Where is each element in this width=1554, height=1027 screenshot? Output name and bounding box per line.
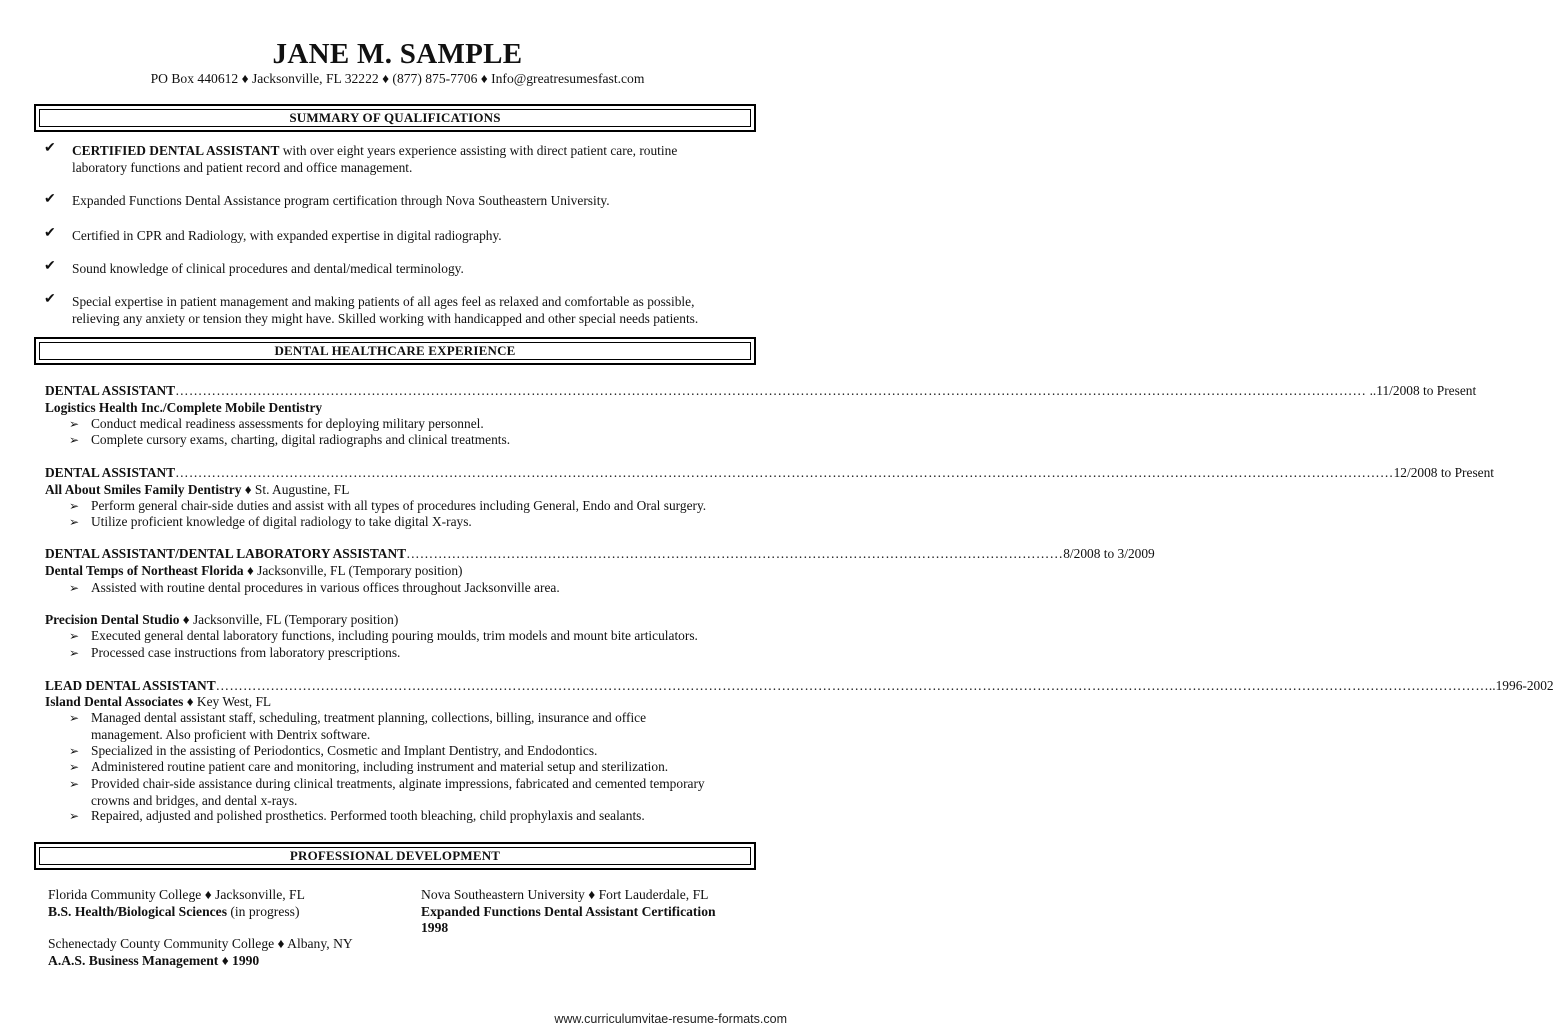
job-title-line: DENTAL ASSISTANT/DENTAL LABORATORY ASSISTANT………………………………………………………………………………………………………………………………8/2008 to 3/2009 (45, 546, 1155, 561)
qualification-item: Sound knowledge of clinical procedures and dental/medical terminology. (72, 261, 464, 276)
job-bullet: Complete cursory exams, charting, digital radiographs and clinical treatments. (91, 432, 511, 447)
check-mark-icon: ✔ (44, 141, 56, 156)
job-bullet: Managed dental assistant staff, scheduling, treatment planning, collections, billing, insurance and office management. Also proficient with Dentrix software. (91, 710, 647, 742)
job-bullet: Utilize proficient knowledge of digital radiology to take digital X-rays. (91, 514, 472, 529)
education-entry: Nova Southeastern University ♦ Fort Lauderdale, FL Expanded Functions Dental Assistant Certification 1998 (421, 887, 716, 935)
arrow-bullet-icon: ➢ (69, 809, 80, 823)
qualification-item: Special expertise in patient management and making patients of all ages feel as relaxed and comfortable as possible, relieving any anxiety or tension they might have. Skilled working with handicapped and other special needs patients. (72, 294, 699, 326)
job-bullet: Repaired, adjusted and polished prosthetics. Performed tooth bleaching, child prophylaxis and sealants. (91, 808, 645, 823)
footer-url: www.curriculumvitae-resume-formats.com (554, 1012, 787, 1026)
job-company: Precision Dental Studio ♦ Jacksonville, FL (Temporary position) (45, 612, 399, 627)
arrow-bullet-icon: ➢ (69, 515, 80, 529)
job-bullet: Provided chair-side assistance during clinical treatments, alginate impressions, fabricated and cemented temporary crowns and bridges, and dental x-rays. (91, 776, 705, 808)
job-title-line: DENTAL ASSISTANT……………………………………………………………………………………………………………………………………………………………………………………………………………………………………………12/2008 to Present (45, 465, 1495, 480)
arrow-bullet-icon: ➢ (69, 417, 80, 431)
job-bullet: Administered routine patient care and monitoring, including instrument and material setup and sterilization. (91, 759, 669, 774)
arrow-bullet-icon: ➢ (69, 744, 80, 758)
arrow-bullet-icon: ➢ (69, 433, 80, 447)
job-title-line: LEAD DENTAL ASSISTANT………………………………………………………………………………………………………………………………………………………………………………………………………………………………………………………..1996-2002 (45, 678, 1554, 693)
job-bullet: Perform general chair-side duties and assist with all types of procedures including General, Endo and Oral surgery. (91, 498, 707, 513)
job-company: Dental Temps of Northeast Florida ♦ Jacksonville, FL (Temporary position) (45, 563, 463, 578)
job-bullet: Specialized in the assisting of Periodontics, Cosmetic and Implant Dentistry, and Endodontics. (91, 743, 598, 758)
job-title-line: DENTAL ASSISTANT……………………………………………………………………………………………………………………………………………………………………………………………………………………………………… ..11/2008 to Present (45, 383, 1477, 398)
contact-line: PO Box 440612 ♦ Jacksonville, FL 32222 ♦ (877) 875-7706 ♦ Info@greatresumesfast.com (150, 71, 645, 86)
qualification-item: Expanded Functions Dental Assistance program certification through Nova Southeastern University. (72, 193, 610, 208)
job-company: All About Smiles Family Dentistry ♦ St. Augustine, FL (45, 482, 350, 497)
education-entry: Schenectady County Community College ♦ Albany, NY A.A.S. Business Management ♦ 1990 (48, 936, 353, 968)
job-company: Island Dental Associates ♦ Key West, FL (45, 694, 272, 709)
qualification-item: CERTIFIED DENTAL ASSISTANT with over eight years experience assisting with direct patient care, routine laboratory functions and patient record and office management. (72, 143, 678, 175)
check-mark-icon: ✔ (44, 226, 56, 241)
arrow-bullet-icon: ➢ (69, 646, 80, 660)
check-mark-icon: ✔ (44, 292, 56, 307)
job-bullet: Conduct medical readiness assessments for deploying military personnel. (91, 416, 484, 431)
job-bullet: Executed general dental laboratory functions, including pouring moulds, trim models and mount bite articulators. (91, 628, 698, 643)
summary-heading: SUMMARY OF QUALIFICATIONS (39, 109, 751, 127)
arrow-bullet-icon: ➢ (69, 777, 80, 791)
education-entry: Florida Community College ♦ Jacksonville, FL B.S. Health/Biological Sciences (in progress) (48, 887, 305, 919)
arrow-bullet-icon: ➢ (69, 629, 80, 643)
development-heading: PROFESSIONAL DEVELOPMENT (39, 847, 751, 865)
check-mark-icon: ✔ (44, 192, 56, 207)
arrow-bullet-icon: ➢ (69, 499, 80, 513)
job-bullet: Assisted with routine dental procedures in various offices throughout Jacksonville area. (91, 580, 560, 595)
job-bullet: Processed case instructions from laboratory prescriptions. (91, 645, 401, 660)
check-mark-icon: ✔ (44, 259, 56, 274)
resume-name: JANE M. SAMPLE (272, 38, 523, 70)
experience-heading: DENTAL HEALTHCARE EXPERIENCE (39, 342, 751, 360)
development-banner (34, 842, 756, 870)
arrow-bullet-icon: ➢ (69, 760, 80, 774)
job-company: Logistics Health Inc./Complete Mobile Dentistry (45, 400, 323, 415)
arrow-bullet-icon: ➢ (69, 711, 80, 725)
qualification-item: Certified in CPR and Radiology, with expanded expertise in digital radiography. (72, 228, 502, 243)
experience-banner (34, 337, 756, 365)
arrow-bullet-icon: ➢ (69, 581, 80, 595)
summary-banner (34, 104, 756, 132)
